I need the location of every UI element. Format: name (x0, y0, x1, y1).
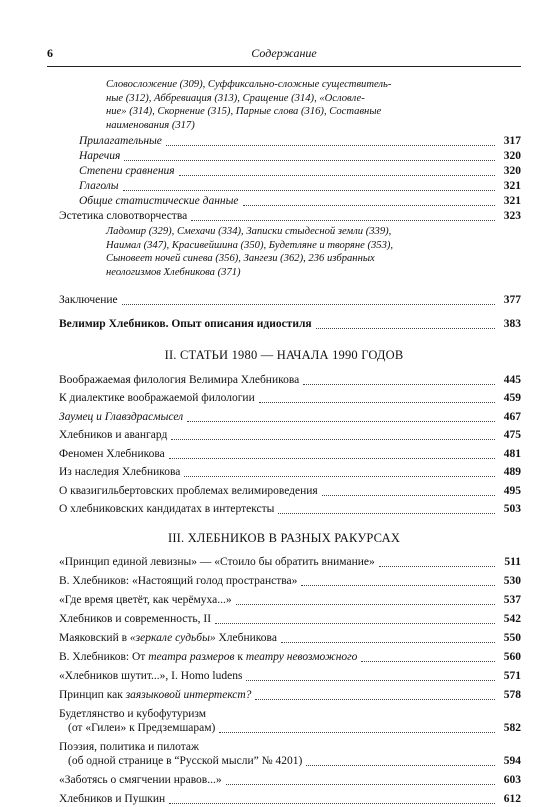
subtext-line: Наимал (347), Красивейшина (350), Будетляне и творяне (353), (106, 239, 394, 251)
toc-entry-adjectives[interactable]: Прилагательные 317 (79, 134, 521, 147)
subtext-line: Словосложение (309), Суффиксально-сложные существитель- (106, 79, 392, 90)
toc-entry[interactable]: «Заботясь о смягчении нравов...» 603 (59, 774, 521, 787)
toc-entry-multiline[interactable]: Поэзия, политика и пилотаж (об одной странице в “Русской мысли” № 4201) 594 (59, 741, 521, 768)
toc-entry-conclusion[interactable]: Заключение 377 (59, 293, 521, 306)
toc-entry[interactable]: Хлебников и современность, II 542 (59, 613, 521, 626)
toc-entry[interactable]: В. Хлебников: От театра размеров к театру невозможного 560 (59, 651, 521, 664)
header-rule (47, 66, 521, 67)
section-heading-articles: II. СТАТЬИ 1980 — НАЧАЛА 1990 ГОДОВ (164, 347, 404, 362)
toc-entry[interactable]: К диалектике воображаемой филологии 459 (59, 392, 521, 405)
subtext-line: наименования (317) (106, 120, 195, 132)
section-heading-perspectives: III. ХЛЕБНИКОВ В РАЗНЫХ РАКУРСАХ (167, 531, 401, 546)
toc-entry[interactable]: Маяковский в «зеркале судьбы» Хлебникова 550 (59, 632, 521, 645)
toc-entry-adverbs[interactable]: Наречия 320 (79, 149, 521, 162)
toc-entry[interactable]: Феномен Хлебникова 481 (59, 447, 521, 460)
toc-entry-verbs[interactable]: Глаголы 321 (79, 179, 521, 192)
page-number: 6 (47, 46, 53, 60)
toc-entry[interactable]: «Хлебников шутит...», I. Homo ludens 571 (59, 670, 521, 683)
subtext-line: ние» (314), Скорнение (315), Парные слова (316), Составные (106, 106, 382, 118)
toc-entry[interactable]: Хлебников и авангард 475 (59, 429, 521, 442)
toc-entry[interactable]: Из наследия Хлебникова 489 (59, 466, 521, 479)
toc-entry[interactable]: О квазигильбертовских проблемах велимироведения 495 (59, 484, 521, 497)
toc-entry[interactable]: О хлебниковских кандидатах в интертексты 503 (59, 503, 521, 516)
subtext-line: Ладомир (329), Смехачи (334), Записки стыдесной земли (339), (106, 225, 392, 237)
toc-entry[interactable]: Принцип как заязыковой интертекст? 578 (59, 689, 521, 702)
toc-entry-statistics[interactable]: Общие статистические данные 321 (79, 194, 521, 207)
subtext-word-formation (106, 78, 521, 133)
toc-entry-degrees[interactable]: Степени сравнения 320 (79, 164, 521, 177)
subtext-line: ные (312), Аббревиация (313), Сращение (314), «Ословле- (106, 92, 365, 104)
toc-entry[interactable]: «Принцип единой левизны» — «Стоило бы обратить внимание» 511 (59, 556, 521, 569)
subtext-line: Сыновеет ночей синева (356), Зангези (362), 236 избранных (106, 253, 375, 265)
toc-entry-idiostyle[interactable]: Велимир Хлебников. Опыт описания идиостиля 383 (59, 317, 521, 330)
toc-entry-aesthetics[interactable]: Эстетика словотворчества 323 (59, 209, 521, 222)
toc-page (47, 46, 521, 807)
toc-entry[interactable]: Заумец и Главздрасмысел 467 (59, 410, 521, 423)
section2-list (59, 373, 521, 518)
subentries-list (79, 134, 521, 209)
subtext-works (106, 225, 521, 280)
running-header (47, 46, 521, 64)
toc-entry[interactable]: Хлебников и Пушкин 612 (59, 793, 521, 806)
toc-entry-multiline[interactable]: Будетлянство и кубофутуризм (от «Гилеи» к Предземшарам) 582 (59, 708, 521, 735)
section3-list (59, 555, 521, 807)
toc-entry[interactable]: Воображаемая филология Велимира Хлебникова 445 (59, 373, 521, 386)
toc-entry[interactable]: В. Хлебников: «Настоящий голод пространства» 530 (59, 575, 521, 588)
running-title: Содержание (251, 46, 317, 60)
toc-entry[interactable]: «Где время цветёт, как черёмуха...» 537 (59, 594, 521, 607)
subtext-line: неологизмов Хлебникова (371) (106, 266, 241, 278)
